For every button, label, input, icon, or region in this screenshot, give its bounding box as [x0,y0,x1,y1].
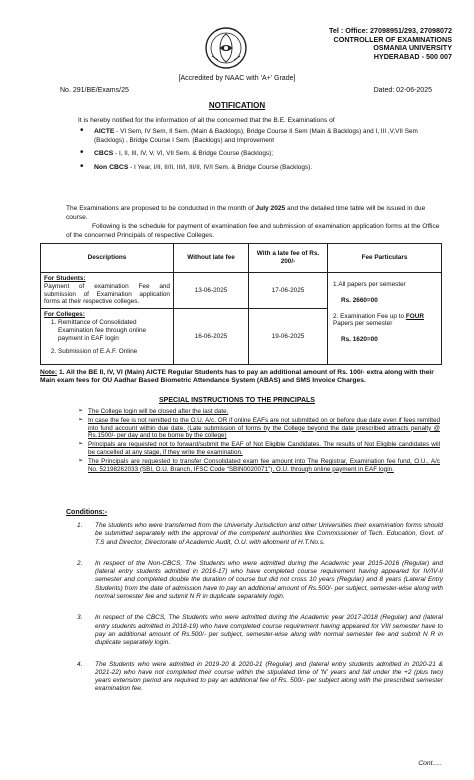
table-header-row [41,244,442,273]
list-item: 2. Submission of E.A.F. Online [58,348,170,356]
header-fee-particulars: Fee Particulars [328,244,442,273]
condition-number: 3. [77,614,83,622]
colleges-heading: For Colleges: [44,311,85,319]
list-item [80,150,440,159]
fee-item-four-post: Papers per semester [333,320,393,328]
fee-amount-four-papers: Rs. 1620=00 [341,336,378,344]
condition-number: 4. [77,660,83,668]
exam-scheme-label: AICTE [94,128,115,135]
schedule-month: July 2025 [255,205,286,212]
colleges-list [44,319,170,356]
fee-amount-all-papers: Rs. 2660=00 [341,296,378,304]
office-phone: Tel : Office: 27098951/293, 27098072 [329,26,452,35]
condition-text: In respect of the CBCS, The Students who were admitted during the Academic year 2017-2018 (Regular) and (lateral entry students admitted in 2018-19) who have completed course requirement having appeared for VIII semester have to pay an additional amount of Rs.500/- per subject, semester-wise along with normal semester fee and submit N R in duplicate separately login. [95,614,443,647]
list-item [80,164,440,173]
header-descriptions: Descriptions [41,244,174,273]
header-with-late-fee: With a late fee of Rs. 200/- [249,244,328,273]
list-item [77,614,443,647]
schedule-text-post: and the detailed time table will be issued in due course. [66,205,426,221]
conditions-title: Conditions:- [66,509,108,516]
fee-item-four-papers [333,313,438,329]
notification-title: NOTIFICATION [208,101,266,110]
condition-text: In respect of the Non-CBCS, The Students who were admitted during the Academic year 2015-2016 (Regular) and (lateral entry students admitted in 2016-17) who have completed course requirement having appeared for IV/IV-II semester and completed double the duration of course but did not cross 10 years (Regular) and 8 years (Lateral Entry Students) from the date of admission have to pay an additional amount of Rs.500/- per subject, semester-wise along with normal semester fee and submit N R in duplicate separately login. [95,559,443,601]
intro-paragraph: It is hereby notified for the information of all the concerned that the B.E. Examinations of [78,117,335,124]
students-date-without-late: 13-06-2025 [174,273,249,309]
list-item: ➢ The College login will be closed after the last date. [78,408,440,416]
schedule-text-pre: The Examinations are proposed to be conducted in the month of [66,205,256,212]
students-heading: For Students: [44,275,86,282]
office-university: OSMANIA UNIVERSITY [373,43,452,53]
colleges-date-with-late: 19-06-2025 [249,309,328,365]
office-city: HYDERABAD - 500 007 [373,52,452,62]
note-label: Note: [40,369,58,376]
exam-scheme-label: Non CBCS [94,163,129,171]
condition-text: The students who were transferred from the University Jurisdiction and other Universities their examination forms should be submitted separately with the approval of the competent authorities like Commissioner of Tech. Education, Govt. of T.S and Director, Directorate of Academic Audit, O.U. with allotment of H.T.No.s. [95,522,443,546]
list-item [77,660,443,694]
colleges-date-without-late: 16-06-2025 [174,309,249,365]
condition-number: 1. [77,522,83,529]
list-item [77,559,443,601]
office-title: CONTROLLER OF EXAMINATIONS [333,34,452,44]
list-item: 1. Remittance of Consolidated Examination fee through online payment in EAF login [58,319,170,342]
list-item [80,128,440,145]
table-row [41,273,442,309]
note-paragraph [40,369,442,386]
list-item: ➢ In case the fee is not remitted to the O.U. A/c. OR if online EAFs are not submitted on or before due date even if fees remitted into fund account within due date. (Late submission of forms by the College beyond the date prescribed attracts penalty @ Rs.1500/- per day and to be borne by the college) [78,417,440,440]
reference-number: No. 291/BE/Exams/25 [60,87,129,94]
students-date-with-late: 17-06-2025 [249,273,328,309]
condition-number: 2. [77,559,83,567]
following-paragraph: Following is the schedule for payment of examination fee and submission of examination application forms at the Office of the concerned Principals of respective Colleges. [66,223,440,239]
issue-date: Dated: 02-06-2025 [373,87,432,94]
special-instructions-title: SPECIAL INSTRUCTIONS TO THE PRINCIPALS [159,397,315,404]
accreditation-line: [Accredited by NAAC with 'A+' Grade] [178,75,296,82]
fee-particulars-cell [328,273,442,365]
exam-scheme-label: CBCS [94,150,114,158]
special-instructions-list [78,408,440,475]
exam-scheme-text: - I Year, I/II, II/II, III/I, III/II, IV/I Sem. & Bridge Course (Backlogs). [128,163,312,171]
students-description-cell [41,273,174,309]
continued-marker: Cont..... [418,760,442,767]
exam-list [80,128,440,177]
exam-scheme-text: - I, II, III, IV, V, VI, VII Sem. & Bridge Course (Backlogs); [113,150,273,158]
office-contact-block [277,27,452,62]
conditions-list [77,522,443,707]
note-text: 1. All the BE II, IV, VI (Main) AICTE Regular Students has to pay an additional amount of Rs. 100/- extra along with their Main exam fees for OU Aadhar Based Biometric Attendance System (ABAS) and SMS Invoice Charges. [40,369,434,385]
colleges-description-cell [41,309,174,365]
exam-scheme-text: - VI Sem, IV Sem, II Sem. (Main & Backlogs); Bridge Course II Sem (Main & Backlogs) and I, III ,V,VII Sem (Backlogs) , Bridge Course I Sem. (Backlogs) and Improvement [94,128,418,144]
schedule-paragraph [66,204,444,222]
fee-item-all-papers: 1.All papers per semester [333,281,406,288]
list-item [77,522,443,547]
list-item: ➢ Principals are requested not to forward/submit the EAF of Not Eligible Candidates. The results of Not Eligible candidates will be cancelled at any stage, if they write the examination. [78,441,440,456]
university-emblem-icon [204,26,248,70]
list-item: ➢ The Principals are requested to transfer Consolidated exam fee amount into The Registrar, Examination fee fund, O.U., A/c No. 52198262033 (SBI, O.U. Branch, IFSC Code "SBIN0020071"), O.U. through online payment in EAF login. [78,458,440,473]
fee-item-four-bold: FOUR [405,312,424,320]
fee-item-four-pre: 2. Examination Fee up to [333,312,406,320]
fee-schedule-table [40,243,442,365]
condition-text: The Students who were admitted in 2019-20 & 2020-21 (Regular) and (lateral entry students admitted in 2020-21 & 2021-22) who have not completed their course within the stipulated time of 'N' years and fall under the +2 (plus two) years extension period are required to pay an additional fee of Rs. 500/- per subject along with the prescribed semester examination fee. [95,660,443,693]
students-description: Payment of examination Fee and submission of Examination application forms at their respective colleges. [44,282,170,306]
header-without-late-fee: Without late fee [174,244,249,273]
